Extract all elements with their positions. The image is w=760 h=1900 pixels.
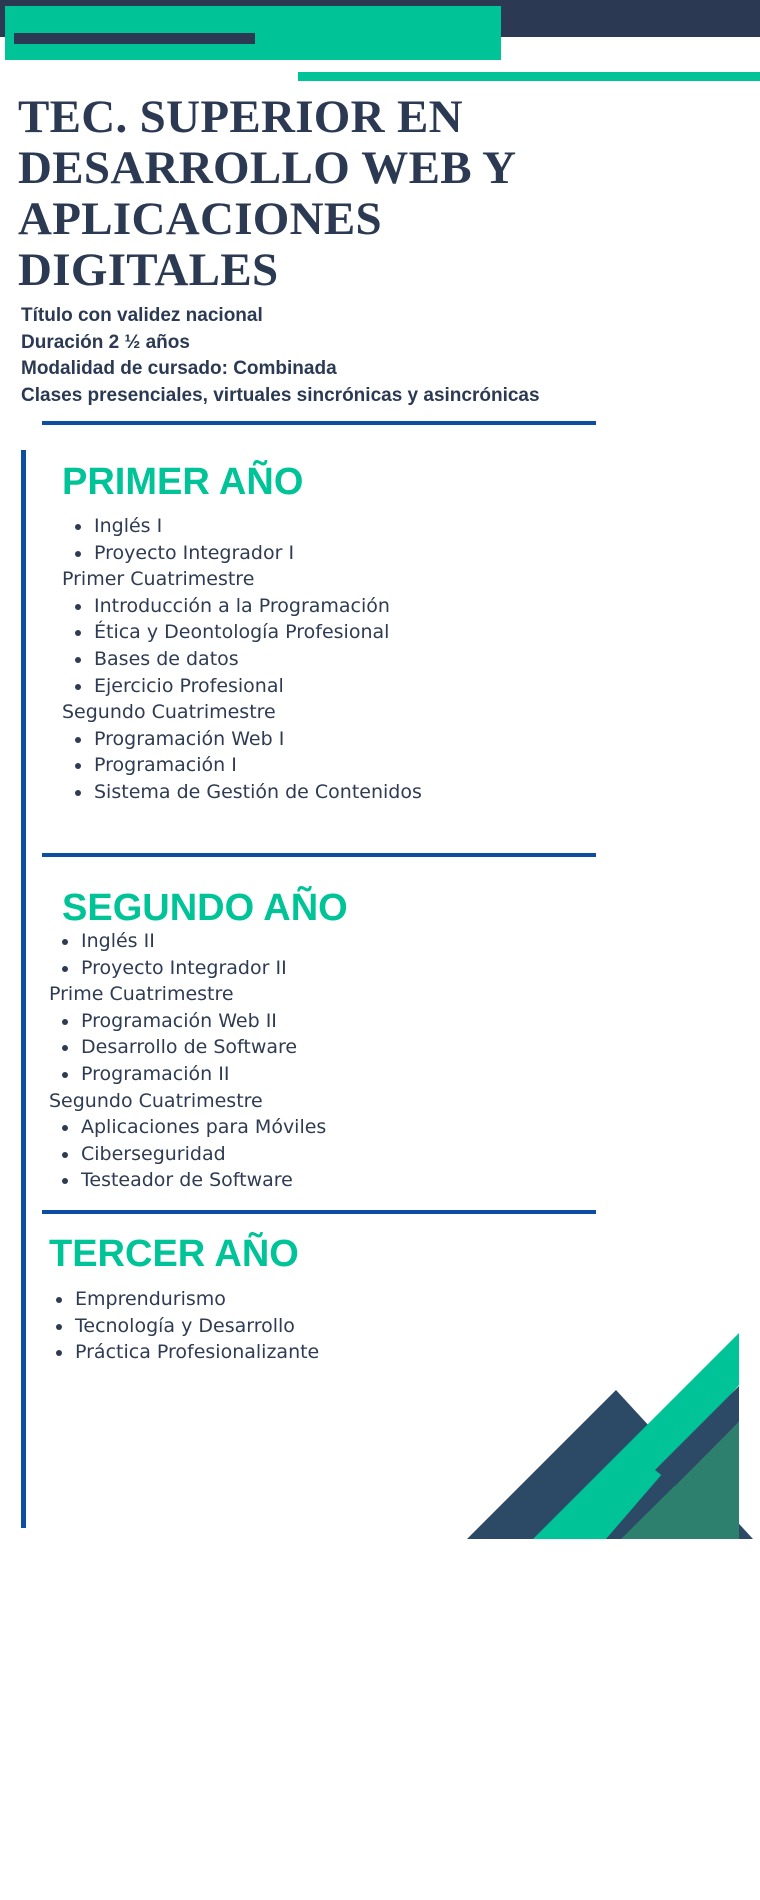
- list-item: Inglés II: [49, 928, 326, 955]
- info-line: Duración 2 ½ años: [21, 331, 190, 353]
- list-item: Testeador de Software: [49, 1167, 326, 1194]
- list-item: Proyecto Integrador II: [49, 955, 326, 982]
- list-item: Tecnología y Desarrollo: [43, 1313, 319, 1340]
- list-item: Proyecto Integrador I: [62, 540, 422, 567]
- list-item: Ejercicio Profesional: [62, 673, 422, 700]
- list-item: Sistema de Gestión de Contenidos: [62, 779, 422, 806]
- info-line: Título con validez nacional: [21, 305, 263, 326]
- semester-label: Segundo Cuatrimestre: [62, 701, 276, 724]
- list-item: Programación Web I: [62, 726, 422, 753]
- list-item: Desarrollo de Software: [49, 1034, 326, 1061]
- year-heading-first: PRIMER AÑO: [62, 461, 304, 503]
- title-line: APLICACIONES: [18, 193, 382, 245]
- list-item: Inglés I: [62, 513, 422, 540]
- list-item: Emprendurismo: [43, 1286, 319, 1313]
- info-line: Modalidad de cursado: Combinada: [21, 358, 337, 379]
- year-heading-third: TERCER AÑO: [49, 1233, 299, 1275]
- semester-label: Primer Cuatrimestre: [62, 568, 255, 591]
- title-line: TEC. SUPERIOR EN: [18, 91, 463, 143]
- list-item: Programación II: [49, 1061, 326, 1088]
- title-line: DIGITALES: [18, 244, 279, 296]
- list-item: Ética y Deontología Profesional: [62, 619, 422, 646]
- semester-label: Segundo Cuatrimestre: [49, 1089, 263, 1112]
- info-line: Clases presenciales, virtuales sincrónicas y asincrónicas: [21, 384, 540, 406]
- semester-label: Prime Cuatrimestre: [49, 983, 234, 1006]
- list-item: Práctica Profesionalizante: [43, 1339, 319, 1366]
- list-item: Aplicaciones para Móviles: [49, 1114, 326, 1141]
- list-item: Introducción a la Programación: [62, 593, 422, 620]
- title-line: DESARROLLO WEB Y: [18, 142, 517, 194]
- list-item: Programación Web II: [49, 1008, 326, 1035]
- year-heading-second: SEGUNDO AÑO: [62, 887, 348, 929]
- list-item: Programación I: [62, 752, 422, 779]
- list-item: Ciberseguridad: [49, 1141, 326, 1168]
- list-item: Bases de datos: [62, 646, 422, 673]
